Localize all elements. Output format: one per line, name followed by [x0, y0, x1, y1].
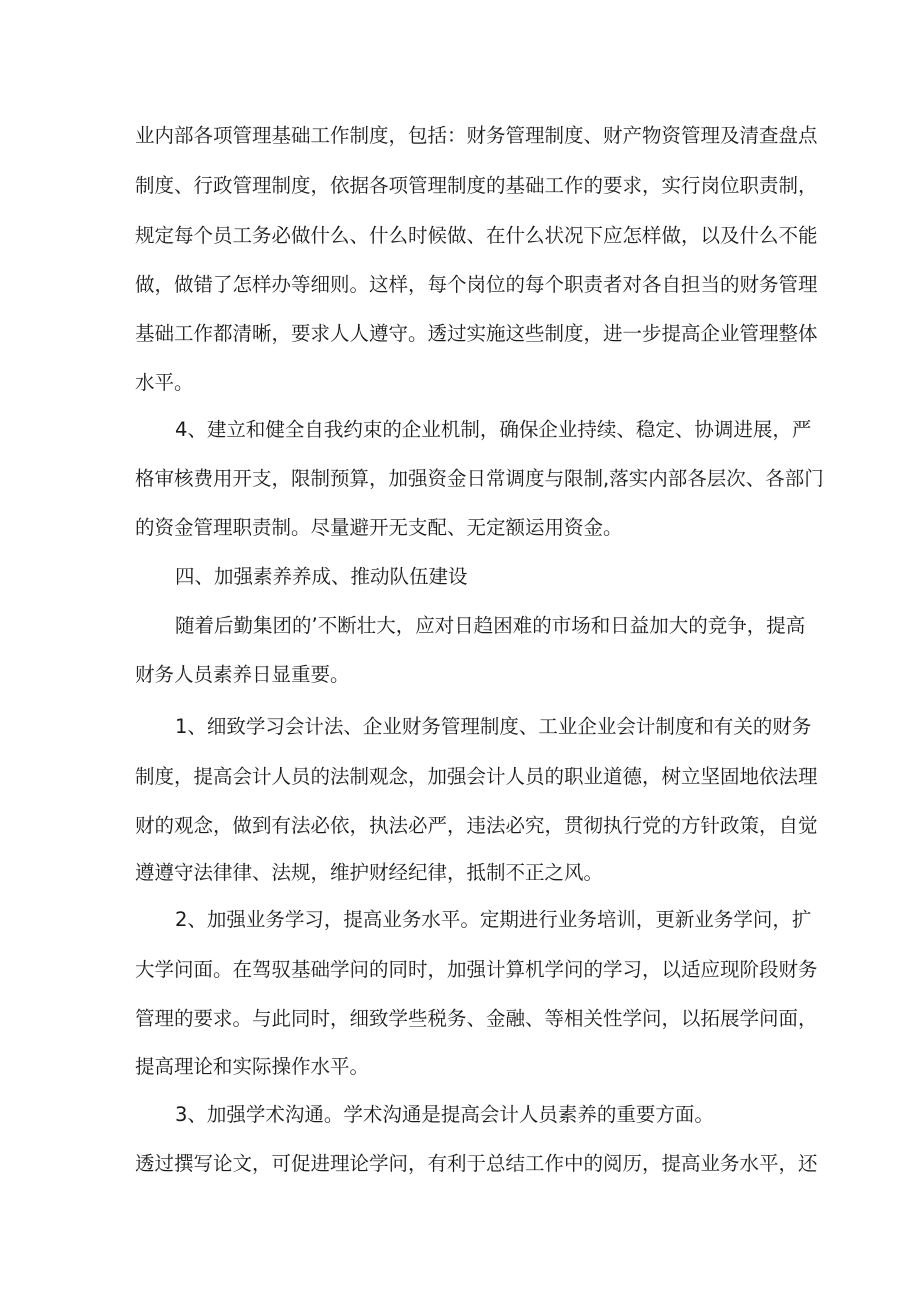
- paragraph-1-line-1: 业内部各项管理基础工作制度，包括：财务管理制度、财产物资管理及清查盘点: [135, 124, 818, 147]
- paragraph-4-line-3: 财的观念，做到有法必依，执法必严，违法必究，贯彻执行党的方针政策，自觉: [135, 814, 818, 837]
- paragraph-1-line-2: 制度、行政管理制度，依据各项管理制度的基础工作的要求，实行岗位职责制，: [135, 174, 818, 197]
- paragraph-1-line-5: 基础工作都清晰，要求人人遵守。透过实施这些制度，进一步提高企业管理整体: [135, 322, 818, 345]
- paragraph-3-line-2: 财务人员素养日显重要。: [135, 663, 350, 686]
- paragraph-2-line-2: 格审核费用开支，限制预算，加强资金日常调度与限制,落实内部各层次、各部门: [135, 467, 824, 490]
- paragraph-5-line-1: 2、加强业务学习，提高业务水平。定期进行业务培训，更新业务学问，扩: [175, 908, 812, 931]
- paragraph-5-line-4: 提高理论和实际操作水平。: [135, 1055, 370, 1078]
- paragraph-4-line-1: 1、细致学习会计法、企业财务管理制度、工业企业会计制度和有关的财务: [175, 715, 812, 738]
- paragraph-1-line-4: 做，做错了怎样办等细则。这样，每个岗位的每个职责者对各自担当的财务管理: [135, 273, 818, 296]
- paragraph-6-line-1: 3、加强学术沟通。学术沟通是提高会计人员素养的重要方面。: [175, 1103, 714, 1126]
- paragraph-1-line-6: 水平。: [135, 371, 194, 394]
- section-heading: 四、加强素养养成、推动队伍建设: [175, 565, 468, 588]
- paragraph-2-line-1: 4、建立和健全自我约束的企业机制，确保企业持续、稳定、协调进展，严: [175, 418, 812, 441]
- paragraph-1-line-3: 规定每个员工务必做什么、什么时候做、在什么状况下应怎样做，以及什么不能: [135, 224, 818, 247]
- paragraph-4-line-4: 遵遵守法律律、法规，维护财经纪律，抵制不正之风。: [135, 861, 604, 884]
- paragraph-3-line-1: 随着后勤集团的’不断壮大，应对日趋困难的市场和日益加大的竞争，提高: [175, 614, 806, 637]
- paragraph-4-line-2: 制度，提高会计人员的法制观念，加强会计人员的职业道德，树立坚固地依法理: [135, 765, 818, 788]
- paragraph-2-line-3: 的资金管理职责制。尽量避开无支配、无定额运用资金。: [135, 516, 623, 539]
- paragraph-5-line-3: 管理的要求。与此同时，细致学些税务、金融、等相关性学问，以拓展学问面，: [135, 1007, 818, 1030]
- paragraph-5-line-2: 大学问面。在驾驭基础学问的同时，加强计算机学问的学习，以适应现阶段财务: [135, 958, 818, 981]
- paragraph-7-line-1: 透过撰写论文，可促进理论学问，有利于总结工作中的阅历，提高业务水平，还: [135, 1152, 818, 1175]
